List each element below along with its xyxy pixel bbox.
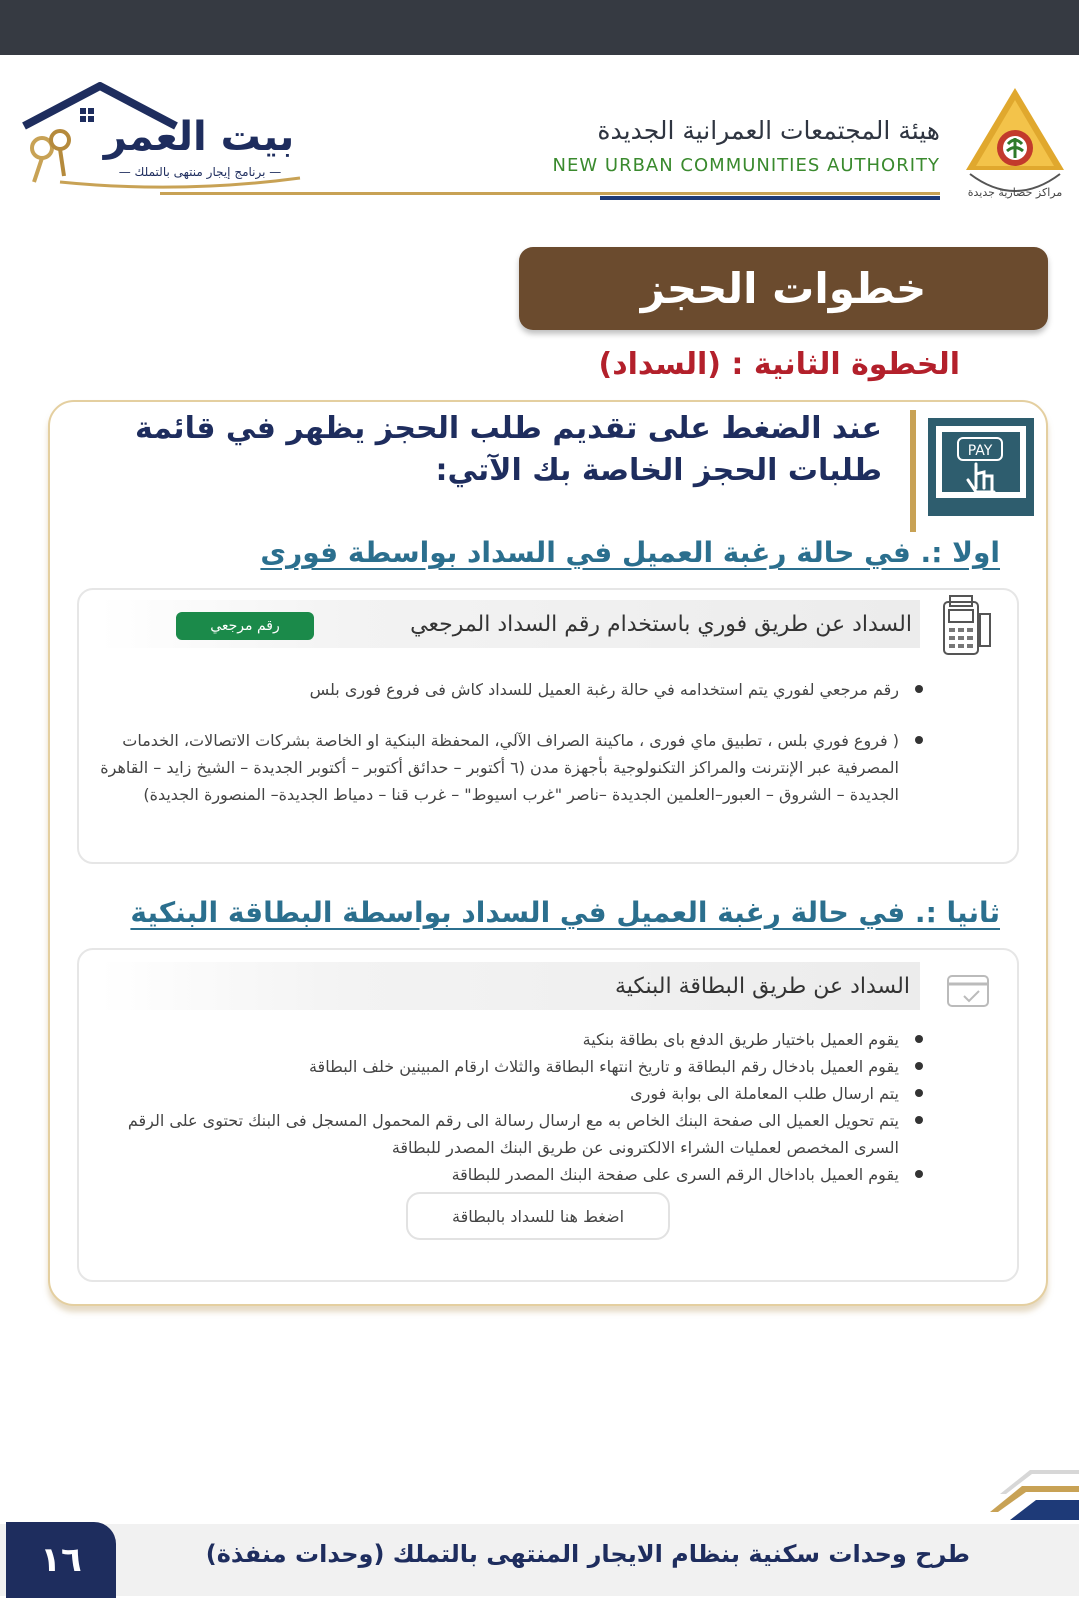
nuca-logo-icon: [960, 86, 1070, 206]
list-item: يتم تحويل العميل الى صفحة البنك الخاص به مع ارسال رسالة الى رقم المحمول المسجل فى البنك تحتوى على الرقم السرى المخصص لعمليات الشراء الالكترونى عن طريق البنك المصدر للبطاقة: [95, 1107, 927, 1161]
intro-text: عند الضغط على تقديم طلب الحجز يظهر في قائمة طلبات الحجز الخاصة بك الآتي:: [135, 411, 882, 488]
page-number: ١٦: [6, 1522, 116, 1598]
brand-subtitle: — برنامج إيجار منتهى بالتملك —: [118, 165, 282, 179]
page-title-box: [519, 247, 1048, 330]
intro-accent-bar: [910, 410, 916, 532]
top-bar: [0, 0, 1079, 55]
bank-row-title: السداد عن طريق البطاقة البنكية: [614, 974, 910, 999]
fawry-bullets: [95, 676, 927, 808]
header-divider: [160, 192, 940, 195]
footer-text: طرح وحدات سكنية بنظام الايجار المنتهى بالتملك (وحدات منفذة): [205, 1540, 970, 1568]
bank-bullets: [95, 1026, 927, 1188]
list-item: يقوم العميل بادخال رقم البطاقة و تاريخ انتهاء البطاقة والثلاث ارقام المبينين خلف البطاقة: [95, 1053, 927, 1080]
list-item: يتم ارسال طلب المعاملة الى بوابة فورى: [95, 1080, 927, 1107]
header-accent-line: [600, 196, 940, 200]
brand-title: بيت العمر: [103, 114, 295, 160]
list-item: يقوم العميل باختيار طريق الدفع باى بطاقة بنكية: [95, 1026, 927, 1053]
org-name-en: NEW URBAN COMMUNITIES AUTHORITY: [552, 155, 940, 176]
reference-number-badge: رقم مرجعي: [176, 612, 314, 640]
pos-terminal-icon: [938, 594, 994, 656]
page-title: خطوات الحجز: [640, 264, 927, 313]
pay-icon-label: PAY: [967, 443, 993, 459]
nuca-seal-text: مراكز حضارية جديدة: [967, 186, 1063, 199]
pay-by-card-button[interactable]: اضغط هنا للسداد بالبطاقة: [406, 1192, 670, 1240]
section1-heading: اولا :. في حالة رغبة العميل في السداد بواسطة فورى: [260, 536, 1000, 569]
list-item: ( فروع فوري بلس ، تطبيق ماي فورى ، ماكينة الصراف الآلي، المحفظة البنكية او الخاصة بشركات الاتصالات، الخدمات المصرفية عبر الإنترنت والمراكز التكنولوجية بأجهزة مدن (٦ أكتوبر – حدائق أكتوبر – أكتوبر الجديدة – الشيخ زايد – القاهرة الجديدة – الشروق – العبور–العلمين الجديدة –ناصر "غرب اسيوط" – غرب قنا – دمياط الجديدة– المنصورة الجديدة): [95, 727, 927, 808]
org-name-ar: هيئة المجتمعات العمرانية الجديدة: [597, 116, 940, 145]
list-item: يقوم العميل باداخال الرقم السرى على صفحة البنك المصدر للبطاقة: [95, 1161, 927, 1188]
credit-card-icon: [946, 974, 990, 1010]
step-title: الخطوة الثانية : (السداد): [598, 347, 960, 382]
section2-heading: ثانيا :. في حالة رغبة العميل في السداد بواسطة البطاقة البنكية: [130, 896, 1000, 929]
list-item: رقم مرجعي لفوري يتم استخدامه في حالة رغبة العميل للسداد كاش فى فروع فورى بلس: [95, 676, 927, 703]
fawry-row-title: السداد عن طريق فوري باستخدام رقم السداد المرجعي: [410, 612, 912, 637]
footer-decoration-icon: [960, 1464, 1079, 1524]
pay-icon: [928, 418, 1034, 516]
